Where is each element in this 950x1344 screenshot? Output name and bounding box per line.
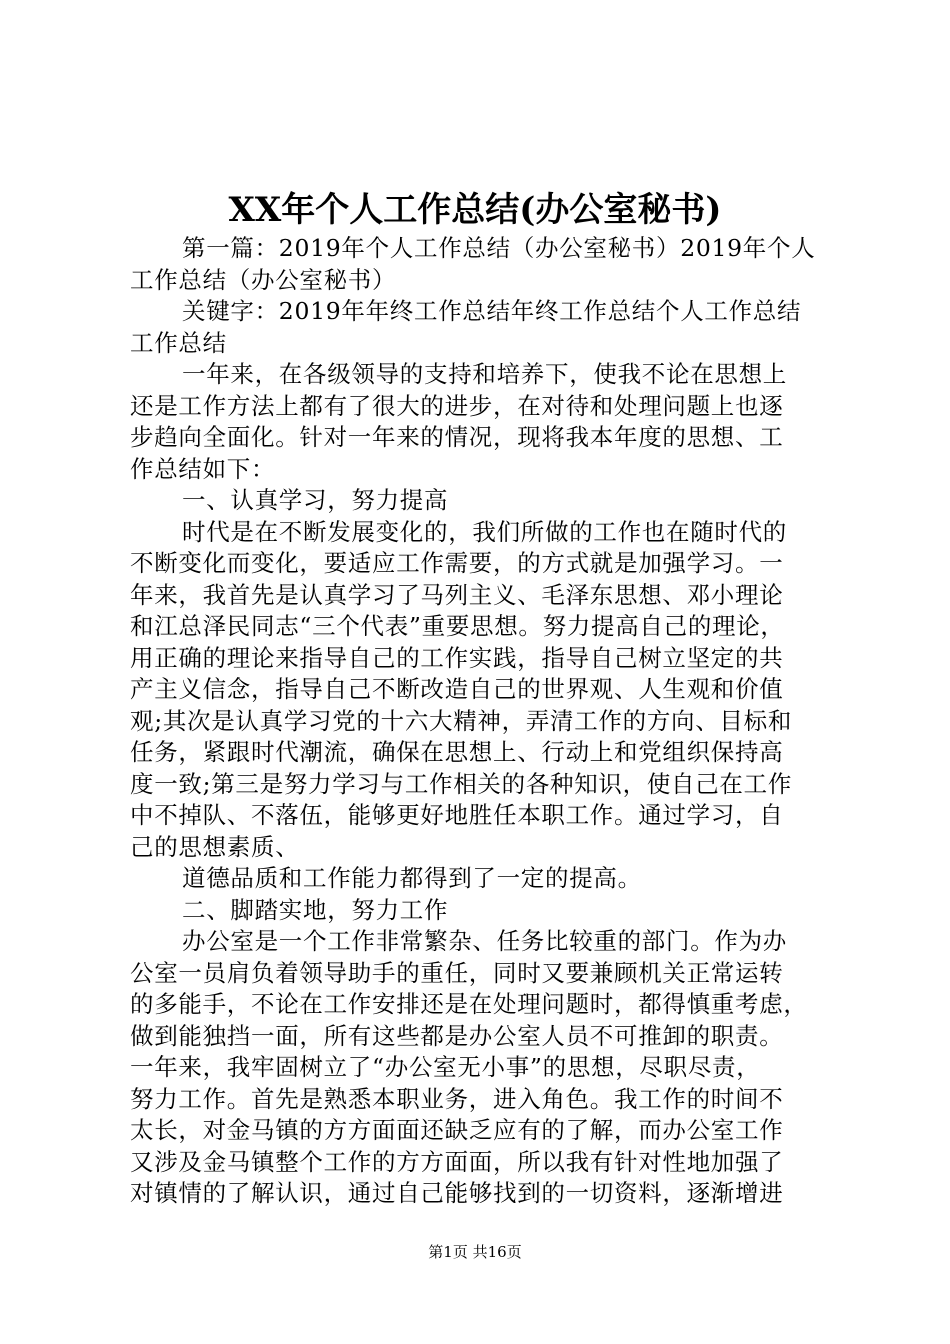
- text-line: 对镇情的了解认识，通过自己能够找到的一切资料，逐渐增进: [130, 1179, 784, 1207]
- text-line: 己的思想素质、: [130, 832, 300, 861]
- text-line: 一年来，我牢固树立了“办公室无小事”的思想，尽职尽责，: [130, 1053, 761, 1081]
- text-line: 作总结如下：: [130, 454, 276, 483]
- text-line: 努力工作。首先是熟悉本职业务，进入角色。我工作的时间不: [130, 1084, 784, 1113]
- text-line: 年来，我首先是认真学习了马列主义、毛泽东思想、邓小理论: [130, 580, 784, 609]
- text-line: 又涉及金马镇整个工作的方方面面，所以我有针对性地加强了: [130, 1147, 784, 1176]
- text-line: 一、认真学习，努力提高: [182, 486, 449, 514]
- text-line: 和江总泽民同志“三个代表”重要思想。努力提高自己的理论，: [130, 612, 785, 640]
- text-line: 二、脚踏实地，努力工作: [182, 895, 449, 924]
- text-line: 的多能手，不论在工作安排还是在处理问题时，都得慎重考虑，: [130, 990, 808, 1018]
- text-line: 度一致;第三是努力学习与工作相关的各种知识，使自己在工作: [130, 769, 793, 798]
- text-line: 产主义信念，指导自己不断改造自己的世界观、人生观和价值: [130, 675, 784, 703]
- text-line: 一年来，在各级领导的支持和培养下，使我不论在思想上: [182, 360, 787, 388]
- text-line: 还是工作方法上都有了很大的进步，在对待和处理问题上也逐: [130, 391, 784, 420]
- text-line: 公室一员肩负着领导助手的重任，同时又要兼顾机关正常运转: [130, 958, 784, 987]
- text-line: 工作总结（办公室秘书）: [130, 265, 397, 294]
- text-line: 做到能独挡一面，所有这些都是办公室人员不可推卸的职责。: [130, 1021, 784, 1050]
- page-footer: 第1页 共16页: [428, 1243, 522, 1261]
- text-line: 观;其次是认真学习党的十六大精神，弄清工作的方向、目标和: [130, 706, 793, 735]
- document-body: [130, 233, 850, 1210]
- text-line: 办公室是一个工作非常繁杂、任务比较重的部门。作为办: [182, 927, 787, 955]
- text-line: 工作总结: [130, 328, 227, 357]
- text-line: 用正确的理论来指导自己的工作实践，指导自己树立坚定的共: [130, 643, 784, 672]
- text-line: 时代是在不断发展变化的，我们所做的工作也在随时代的: [182, 517, 787, 546]
- text-line: 道德品质和工作能力都得到了一定的提高。: [182, 864, 642, 892]
- text-line: 步趋向全面化。针对一年来的情况，现将我本年度的思想、工: [130, 423, 784, 451]
- document-title: XX年个人工作总结(办公室秘书): [228, 190, 722, 230]
- text-line: 关键字：2019年年终工作总结年终工作总结个人工作总结: [182, 297, 802, 325]
- text-line: 第一篇：2019年个人工作总结（办公室秘书）2019年个人: [182, 234, 816, 262]
- text-line: 不断变化而变化，要适应工作需要，的方式就是加强学习。一: [130, 549, 784, 577]
- text-line: 任务，紧跟时代潮流，确保在思想上、行动上和党组织保持高: [130, 738, 784, 766]
- text-line: 中不掉队、不落伍，能够更好地胜任本职工作。通过学习，自: [130, 801, 784, 829]
- text-line: 太长，对金马镇的方方面面还缺乏应有的了解，而办公室工作: [130, 1116, 784, 1144]
